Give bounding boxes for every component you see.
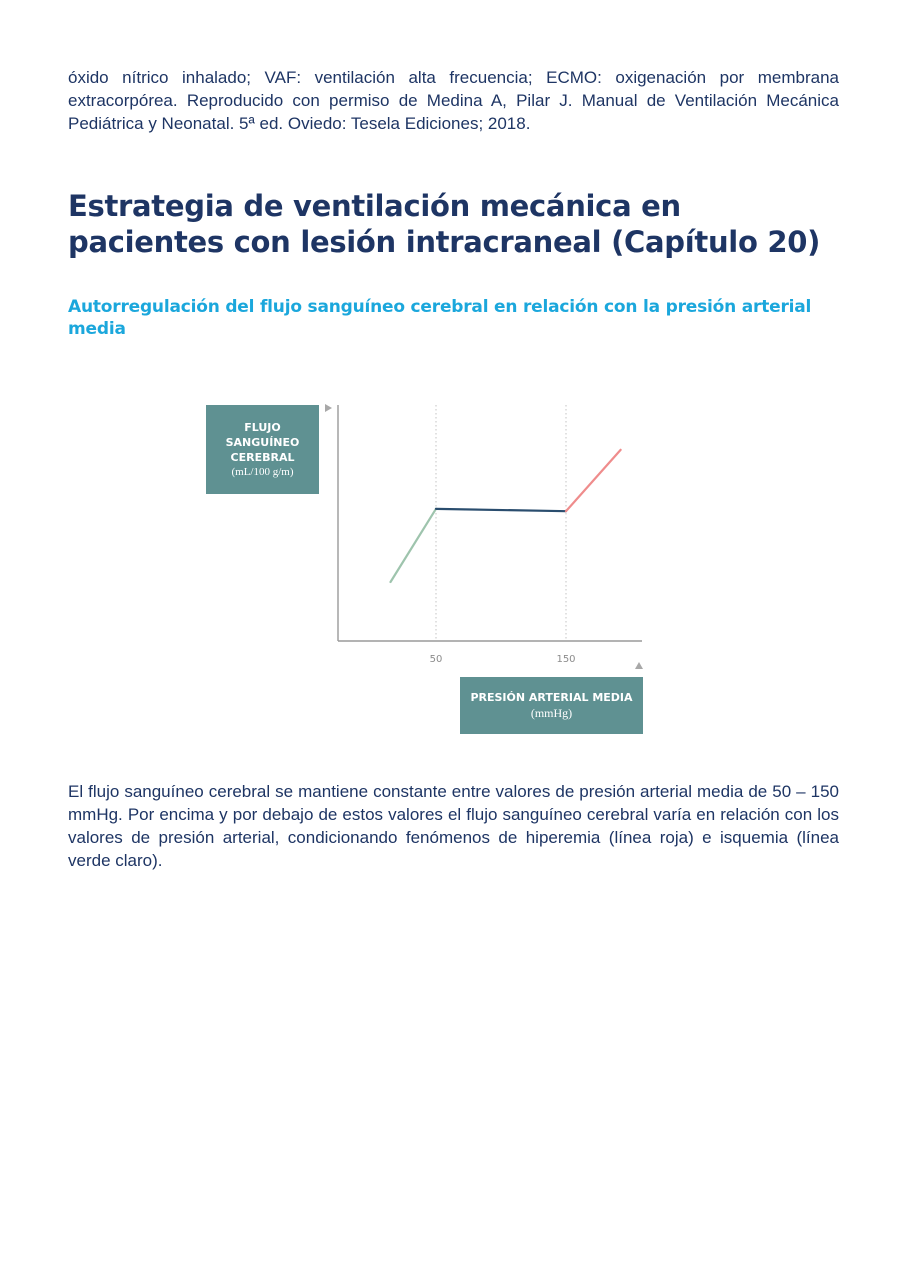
- series-line-hiperemia: [566, 450, 621, 511]
- body-paragraph: El flujo sanguíneo cerebral se mantiene constante entre valores de presión arterial media de 50 – 150 mmHg. Por encima y por debajo de estos valores el flujo sanguíneo cerebral varía en relación con los valores de presión arterial, condicionando fenómenos de hiperemia (línea roja) e isquemia (línea verde claro).: [68, 782, 839, 870]
- section-title: Estrategia de ventilación mecánica en pacientes con lesión intracraneal (Capítulo 20): [68, 189, 821, 259]
- x-axis-unit: (mmHg): [530, 706, 573, 720]
- series-line-isquemia: [391, 509, 437, 582]
- x-axis-label: PRESIÓN ARTERIAL MEDIA: [470, 691, 633, 704]
- tick-labels: [430, 654, 576, 665]
- autoregulation-figure: [68, 380, 839, 760]
- y-axis-label-box: [206, 405, 319, 494]
- series-line-autorregulación: [436, 509, 566, 511]
- x-tick-label-150: 150: [556, 654, 576, 665]
- y-axis-label: FLUJO SANGUÍNEO CEREBRAL: [225, 420, 300, 464]
- intro-paragraph: óxido nítrico inhalado; VAF: ventilación alta frecuencia; ECMO: oxigenación por membrana extracorpórea. Reproducido con permiso de Medina A, Pilar J. Manual de Ventilación Mecánica Pediátrica y Neonatal. 5ª ed. Oviedo: Tesela Ediciones; 2018.: [68, 68, 839, 133]
- y-axis-arrow-icon: [325, 404, 332, 412]
- x-axis-arrow-icon: [635, 662, 643, 669]
- x-axis-label-box: [460, 677, 643, 734]
- gridlines: [436, 405, 566, 641]
- subsection-title: Autorregulación del flujo sanguíneo cerebral en relación con la presión arterial media: [68, 297, 812, 339]
- series-lines: [391, 450, 621, 582]
- y-axis-unit: (mL/100 g/m): [231, 465, 294, 478]
- x-tick-label-50: 50: [429, 654, 443, 665]
- autoregulation-chart: [68, 380, 839, 760]
